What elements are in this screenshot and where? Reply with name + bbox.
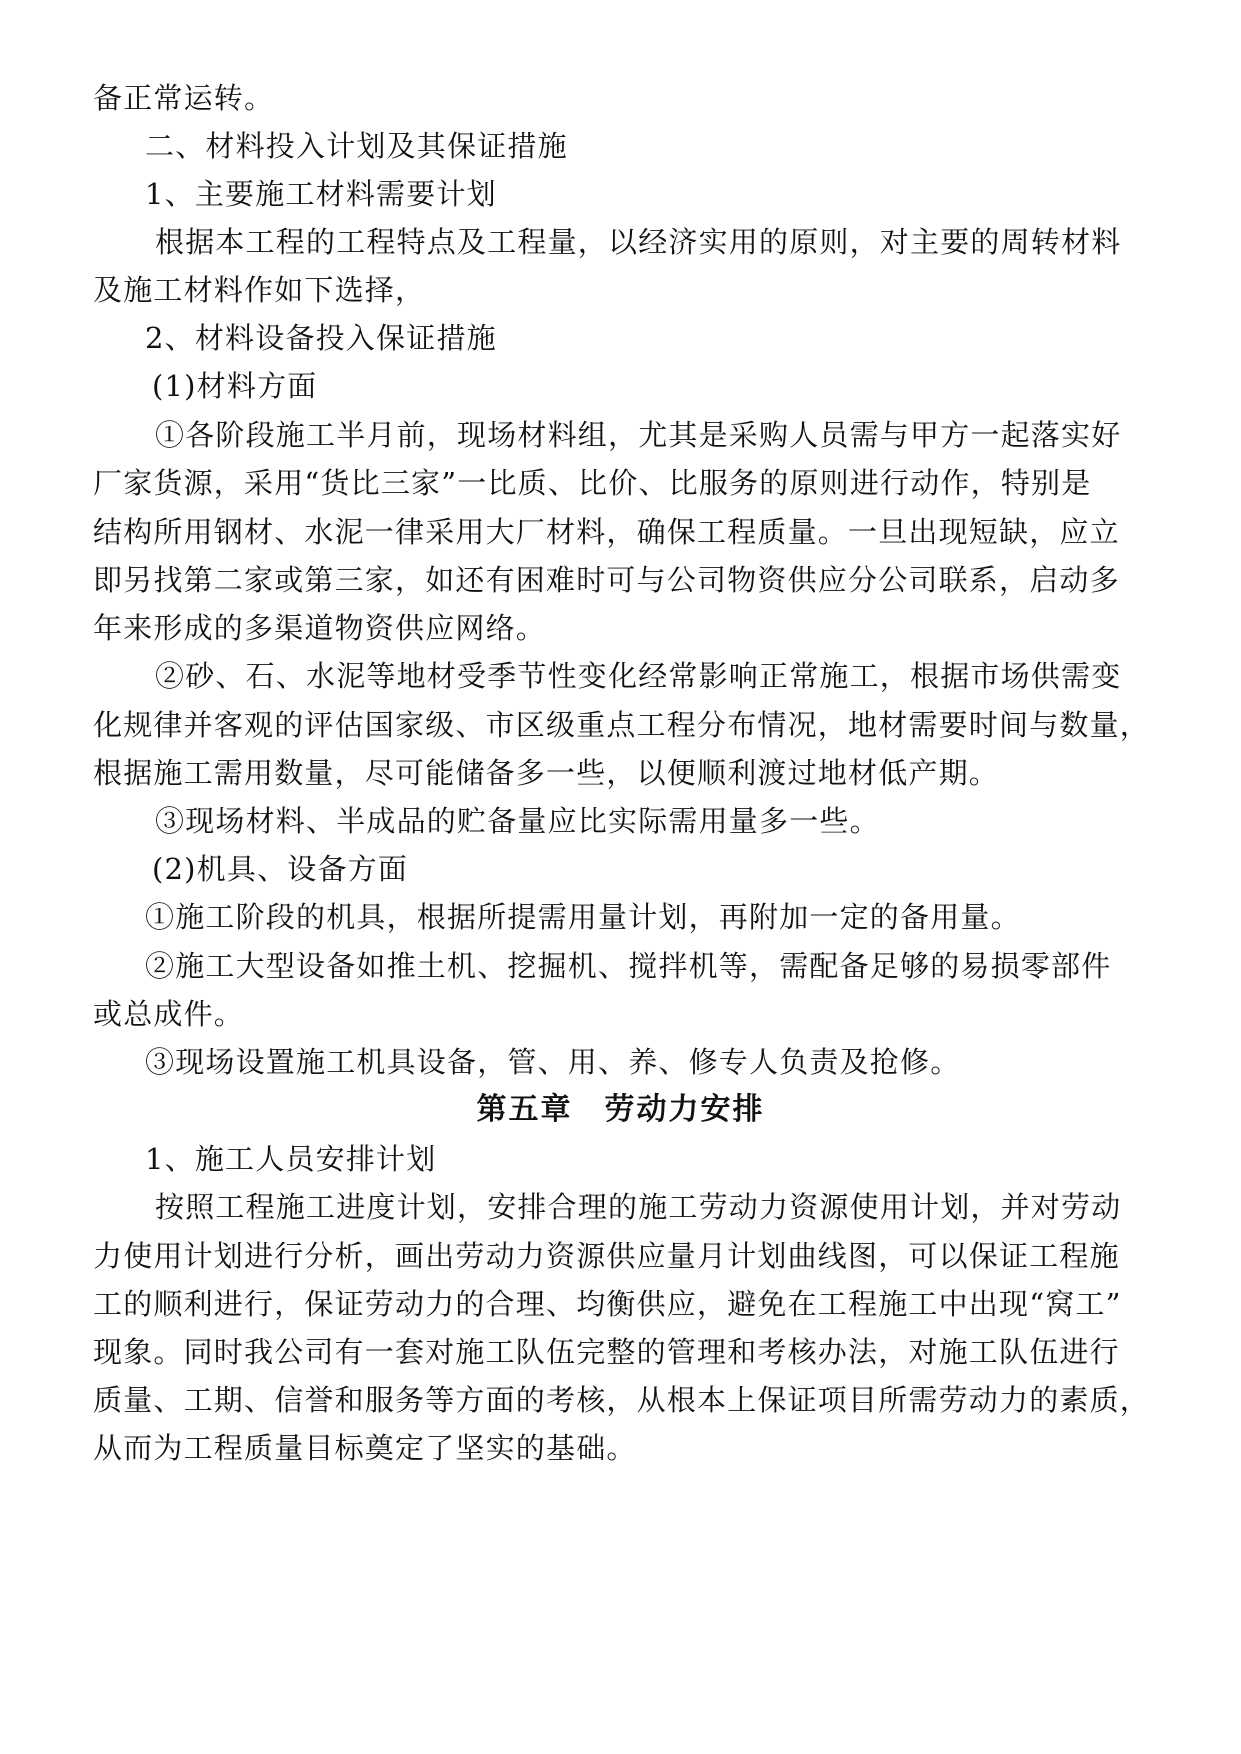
paragraph-line: 结构所用钢材、水泥一律采用大厂材料，确保工程质量。一旦出现短缺，应立	[93, 515, 1120, 549]
paragraph-line: 根据施工需用数量，尽可能储备多一些，以便顺利渡过地材低产期。	[93, 756, 1000, 790]
paragraph-line: ①施工阶段的机具，根据所提需用量计划，再附加一定的备用量。	[145, 900, 1021, 934]
paragraph-line: 根据本工程的工程特点及工程量，以经济实用的原则，对主要的周转材料	[155, 225, 1122, 259]
item-heading: (1)材料方面	[152, 369, 318, 403]
chapter-title: 第五章 劳动力安排	[476, 1092, 765, 1127]
paragraph-line: 及施工材料作如下选择，	[93, 273, 426, 307]
subsection-heading: 2、材料设备投入保证措施	[145, 321, 497, 355]
paragraph-line: ②施工大型设备如推土机、挖掘机、搅拌机等，需配备足够的易损零部件	[145, 949, 1112, 983]
paragraph-line: 现象。同时我公司有一套对施工队伍完整的管理和考核办法，对施工队伍进行	[93, 1335, 1120, 1369]
paragraph-line: 化规律并客观的评估国家级、市区级重点工程分布情况，地材需要时间与数量，	[93, 708, 1151, 742]
paragraph-end-line: 备正常运转。	[93, 81, 275, 115]
paragraph-line: ①各阶段施工半月前，现场材料组，尤其是采购人员需与甲方一起落实好	[155, 418, 1122, 452]
paragraph-line: 工的顺利进行，保证劳动力的合理、均衡供应，避免在工程施工中出现“窝工”	[93, 1287, 1122, 1321]
item-heading: (2)机具、设备方面	[152, 852, 409, 886]
paragraph-line: 或总成件。	[93, 997, 245, 1031]
paragraph-line: ③现场设置施工机具设备，管、用、养、修专人负责及抢修。	[145, 1045, 961, 1079]
paragraph-line: 按照工程施工进度计划，安排合理的施工劳动力资源使用计划，并对劳动	[155, 1190, 1122, 1224]
subsection-heading: 1、施工人员安排计划	[145, 1142, 437, 1176]
paragraph-line: 厂家货源，采用“货比三家”一比质、比价、比服务的原则进行动作，特别是	[93, 466, 1092, 500]
paragraph-line: ③现场材料、半成品的贮备量应比实际需用量多一些。	[155, 804, 880, 838]
paragraph-line: 质量、工期、信誉和服务等方面的考核，从根本上保证项目所需劳动力的素质，	[93, 1383, 1151, 1417]
paragraph-line: 从而为工程质量目标奠定了坚实的基础。	[93, 1431, 637, 1465]
paragraph-line: ②砂、石、水泥等地材受季节性变化经常影响正常施工，根据市场供需变	[155, 659, 1122, 693]
paragraph-line: 即另找第二家或第三家，如还有困难时可与公司物资供应分公司联系，启动多	[93, 563, 1120, 597]
subsection-heading: 1、主要施工材料需要计划	[145, 177, 497, 211]
paragraph-line: 年来形成的多渠道物资供应网络。	[93, 611, 547, 645]
paragraph-line: 力使用计划进行分析，画出劳动力资源供应量月计划曲线图，可以保证工程施	[93, 1239, 1120, 1273]
section-heading: 二、材料投入计划及其保证措施	[145, 129, 568, 163]
